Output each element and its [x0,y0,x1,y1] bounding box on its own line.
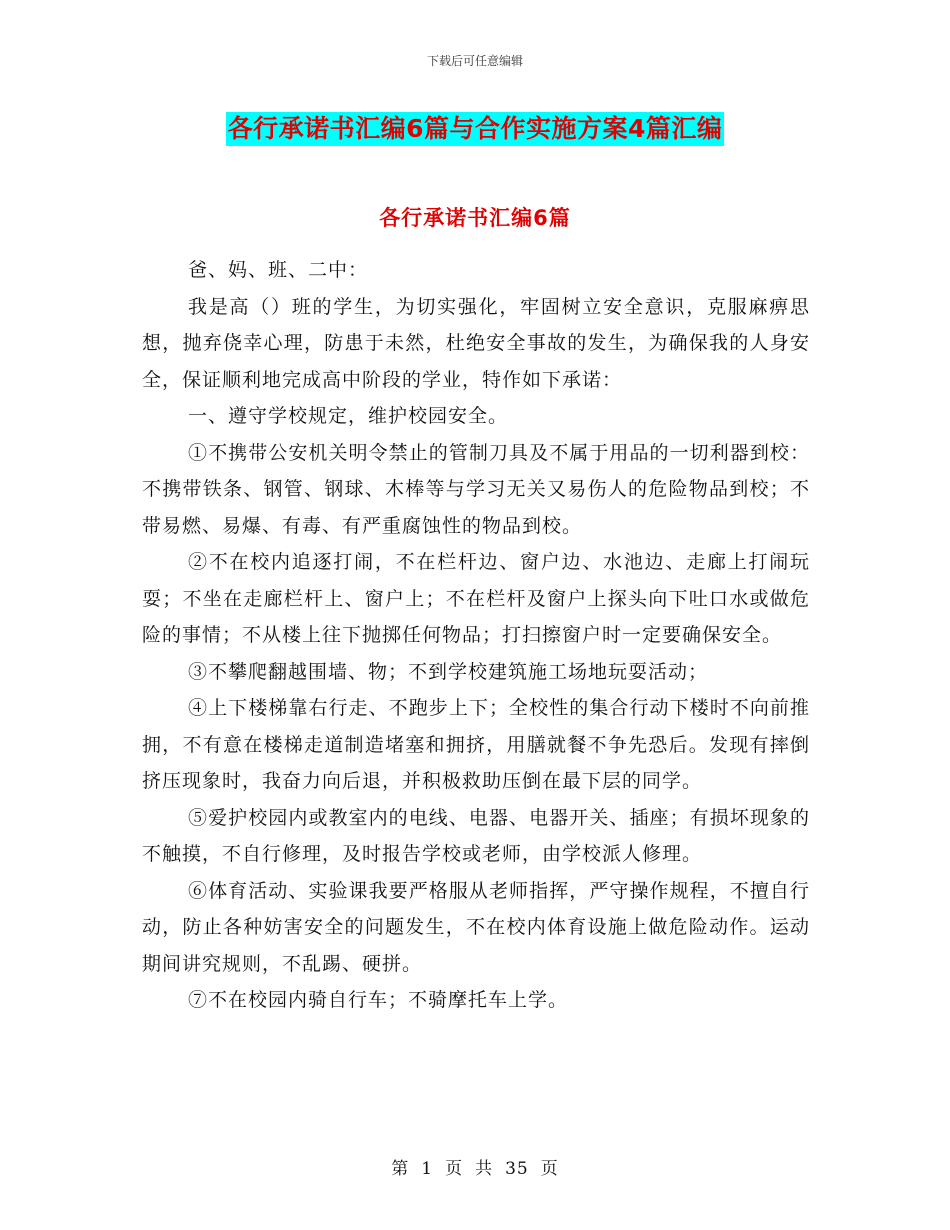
footer-suffix: 页 [540,1159,559,1179]
paragraph-item-4: ④上下楼梯靠右行走、不跑步上下；全校性的集合行动下楼时不向前推拥，不有意在楼梯走道制造堵塞和拥挤，用膳就餐不争先恐后。发现有摔倒挤压现象时，我奋力向后退，并积极救助压倒在最下层的同学。 [142,697,810,792]
paragraph-item-3: ③不攀爬翻越围墙、物；不到学校建筑施工场地玩耍活动； [188,660,709,683]
paragraph-item-5: ⑤爱护校园内或教室内的电线、电器、电器开关、插座；有损坏现象的不触摸，不自行修理，及时报告学校或老师，由学校派人修理。 [142,806,810,865]
paragraph-item-7: ⑦不在校园内骑自行车；不骑摩托车上学。 [188,989,569,1011]
greeting: 爸、妈、班、二中： [188,259,369,281]
header-note: 下载后可任意编辑 [426,54,523,68]
page-footer [0,1154,950,1179]
footer-page-number: 1 [421,1159,434,1179]
paragraph-heading-1: 一、遵守学校规定，维护校园安全。 [188,405,509,427]
document-title-text: 各行承诺书汇编6篇与合作实施方案4篇汇编 [226,112,725,146]
paragraph-intro: 我是高（）班的学生，为切实强化，牢固树立安全意识，克服麻痹思想，抛弃侥幸心理，防患于未然，杜绝安全事故的发生，为确保我的人身安全，保证顺利地完成高中阶段的学业，特作如下承诺： [142,295,810,391]
section-title: 各行承诺书汇编6篇 [379,206,571,230]
paragraph-item-6: ⑥体育活动、实验课我要严格服从老师指挥，严守操作规程，不擅自行动，防止各种妨害安全的问题发生，不在校内体育设施上做危险动作。运动期间讲究规则，不乱踢、硬拼。 [142,879,810,975]
paragraph-item-2: ②不在校内追逐打闹，不在栏杆边、窗户边、水池边、走廊上打闹玩耍；不坐在走廊栏杆上、窗户上；不在栏杆及窗户上探头向下吐口水或做危险的事情；不从楼上往下抛掷任何物品；打扫擦窗户时一定要确保安全。 [142,551,810,646]
paragraph-item-1: ①不携带公安机关明令禁止的管制刀具及不属于用品的一切利器到校：不携带铁条、钢管、钢球、木棒等与学习无关又易伤人的危险物品到校；不带易燃、易爆、有毒、有严重腐蚀性的物品到校。 [142,441,810,537]
document-body [142,216,810,1019]
footer-total-prefix: 共 [475,1159,494,1179]
footer-prefix: 第 [391,1159,410,1179]
footer-total-pages: 35 [505,1159,529,1179]
footer-middle: 页 [445,1159,464,1179]
document-title [0,112,950,146]
